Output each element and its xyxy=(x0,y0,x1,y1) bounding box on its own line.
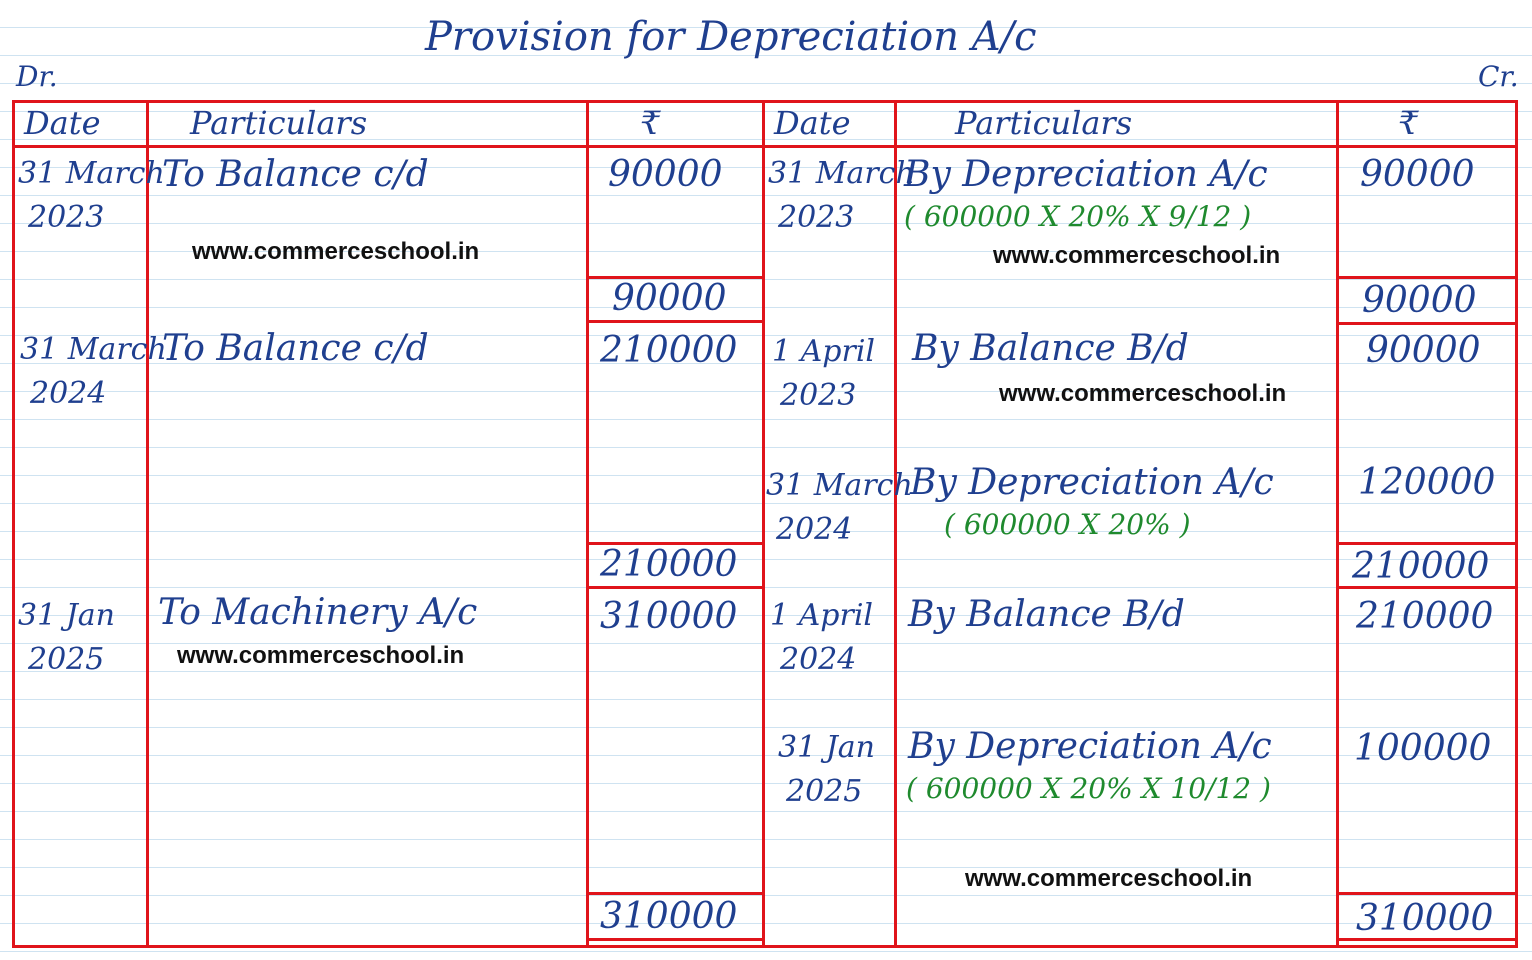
watermark-2: www.commerceschool.in xyxy=(993,242,1281,269)
credit-particulars-3: By Depreciation A/c xyxy=(910,462,1274,503)
credit-amount-2: 90000 xyxy=(1366,330,1481,371)
credit-calc-3: ( 600000 X 20% ) xyxy=(944,508,1191,541)
debit-total-2: 210000 xyxy=(600,544,738,585)
credit-calc-5: ( 600000 X 20% X 10/12 ) xyxy=(906,772,1271,805)
page-title: Provision for Depreciation A/c xyxy=(425,14,1037,60)
cr-label: Cr. xyxy=(1478,60,1519,93)
credit-total-1: 90000 xyxy=(1362,280,1477,321)
watermark-4: www.commerceschool.in xyxy=(177,642,465,669)
header-amount-cr: ₹ xyxy=(1398,104,1419,142)
credit-particulars-2: By Balance B/d xyxy=(912,328,1189,369)
debit-date-2: 31 March 2024 xyxy=(20,332,167,411)
credit-date-4: 1 April 2024 xyxy=(770,598,874,677)
debit-particulars-2: To Balance c/d xyxy=(162,328,429,369)
debit-amount-3: 310000 xyxy=(600,596,738,637)
credit-date-3: 31 March 2024 xyxy=(766,468,913,547)
credit-calc-1: ( 600000 X 20% X 9/12 ) xyxy=(904,200,1252,233)
debit-date-3: 31 Jan 2025 xyxy=(18,598,115,677)
watermark-3: www.commerceschool.in xyxy=(999,380,1287,407)
credit-particulars-5: By Depreciation A/c xyxy=(908,726,1272,767)
debit-particulars-1: To Balance c/d xyxy=(162,154,429,195)
header-particulars-dr: Particulars xyxy=(190,104,368,142)
watermark-1: www.commerceschool.in xyxy=(192,238,480,265)
debit-total-3: 310000 xyxy=(600,896,738,937)
debit-particulars-3: To Machinery A/c xyxy=(158,592,478,633)
debit-amount-1: 90000 xyxy=(608,154,723,195)
credit-particulars-1: By Depreciation A/c xyxy=(904,154,1268,195)
credit-amount-1: 90000 xyxy=(1360,154,1475,195)
debit-amount-2: 210000 xyxy=(600,330,738,371)
header-particulars-cr: Particulars xyxy=(955,104,1133,142)
credit-date-1: 31 March 2023 xyxy=(768,156,915,235)
credit-date-5: 31 Jan 2025 xyxy=(778,730,875,809)
credit-amount-4: 210000 xyxy=(1356,596,1494,637)
header-amount-dr: ₹ xyxy=(640,104,661,142)
debit-total-1: 90000 xyxy=(612,278,727,319)
watermark-5: www.commerceschool.in xyxy=(965,865,1253,892)
debit-date-1: 31 March 2023 xyxy=(18,156,165,235)
credit-total-3: 310000 xyxy=(1356,898,1494,939)
header-date-cr: Date xyxy=(774,104,851,142)
credit-total-2: 210000 xyxy=(1352,546,1490,587)
credit-amount-5: 100000 xyxy=(1354,728,1492,769)
header-date-dr: Date xyxy=(24,104,101,142)
credit-date-2: 1 April 2023 xyxy=(772,334,876,413)
dr-label: Dr. xyxy=(16,60,58,93)
credit-amount-3: 120000 xyxy=(1358,462,1496,503)
credit-particulars-4: By Balance B/d xyxy=(908,594,1185,635)
